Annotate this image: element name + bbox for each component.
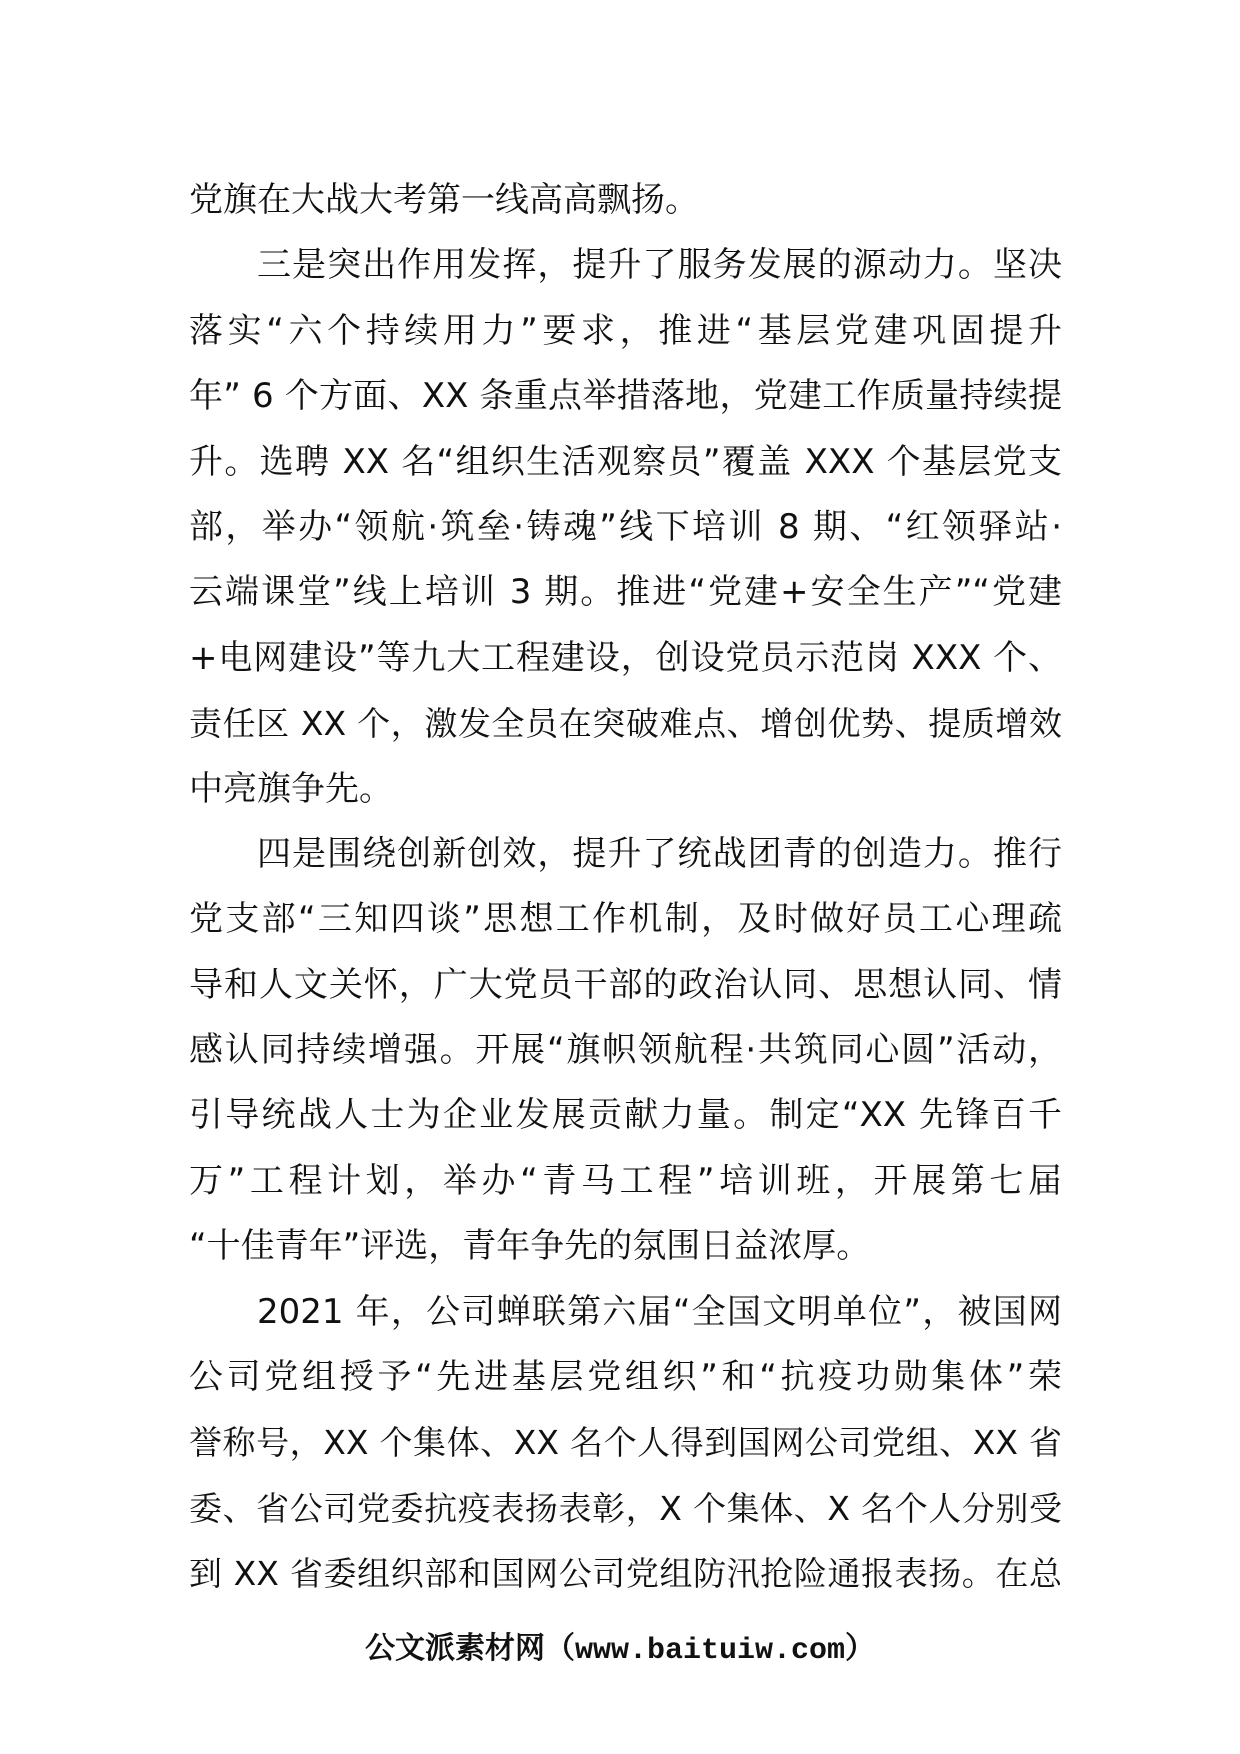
text-line: 感认同持续增强。开展“旗帜领航程·共筑同心圆”活动， xyxy=(189,1030,1062,1071)
text-line: +电网建设”等九大工程建设，创设党员示范岗 XXX 个、 xyxy=(189,637,1062,678)
text-line: 年” 6 个方面、XX 条重点举措落地，党建工作质量持续提 xyxy=(189,376,1062,417)
text-line: 公司党组授予“先进基层党组织”和“抗疫功勋集体”荣 xyxy=(189,1357,1062,1398)
footer-watermark: 公文派素材网（www.baituiw.com） xyxy=(364,1634,876,1668)
text-line: 委、省公司党委抗疫表扬表彰，X 个集体、X 名个人分别受 xyxy=(189,1488,1062,1528)
paragraph xyxy=(189,822,1062,1280)
document-body xyxy=(189,168,1062,1607)
text-line: 引导统战人士为企业发展贡献力量。制定“XX 先锋百千 xyxy=(189,1095,1062,1136)
paragraph xyxy=(189,168,1062,233)
text-line: 三是突出作用发挥，提升了服务发展的源动力。坚决 xyxy=(257,245,1062,286)
text-line: 万”工程计划，举办“青马工程”培训班，开展第七届 xyxy=(189,1160,1062,1201)
text-line: 到 XX 省委组织部和国网公司党组防汛抢险通报表扬。在总 xyxy=(189,1554,1062,1594)
text-line: 中亮旗争先。 xyxy=(189,768,393,809)
paragraph xyxy=(189,233,1062,822)
text-line: 四是围绕创新创效，提升了统战团青的创造力。推行 xyxy=(257,833,1062,874)
text-line: “十佳青年”评选，青年争先的氛围日益浓厚。 xyxy=(189,1226,871,1267)
text-line: 党旗在大战大考第一线高高飘扬。 xyxy=(189,180,699,220)
text-line: 落实“六个持续用力”要求，推进“基层党建巩固提升 xyxy=(189,310,1062,351)
text-line: 导和人文关怀，广大党员干部的政治认同、思想认同、情 xyxy=(189,964,1062,1005)
paragraph xyxy=(189,1280,1062,1607)
text-line: 云端课堂”线上培训 3 期。推进“党建+安全生产”“党建 xyxy=(189,572,1062,613)
text-line: 部，举办“领航·筑垒·铸魂”线下培训 8 期、“红领驿站· xyxy=(189,506,1062,547)
text-line: 党支部“三知四谈”思想工作机制，及时做好员工心理疏 xyxy=(189,899,1062,940)
text-line: 誉称号，XX 个集体、XX 名个人得到国网公司党组、XX 省 xyxy=(189,1423,1062,1463)
text-line: 升。选聘 XX 名“组织生活观察员”覆盖 XXX 个基层党支 xyxy=(189,441,1062,482)
text-line: 2021 年，公司蝉联第六届“全国文明单位”，被国网 xyxy=(257,1291,1062,1332)
text-line: 责任区 XX 个，激发全员在突破难点、增创优势、提质增效 xyxy=(189,704,1062,744)
